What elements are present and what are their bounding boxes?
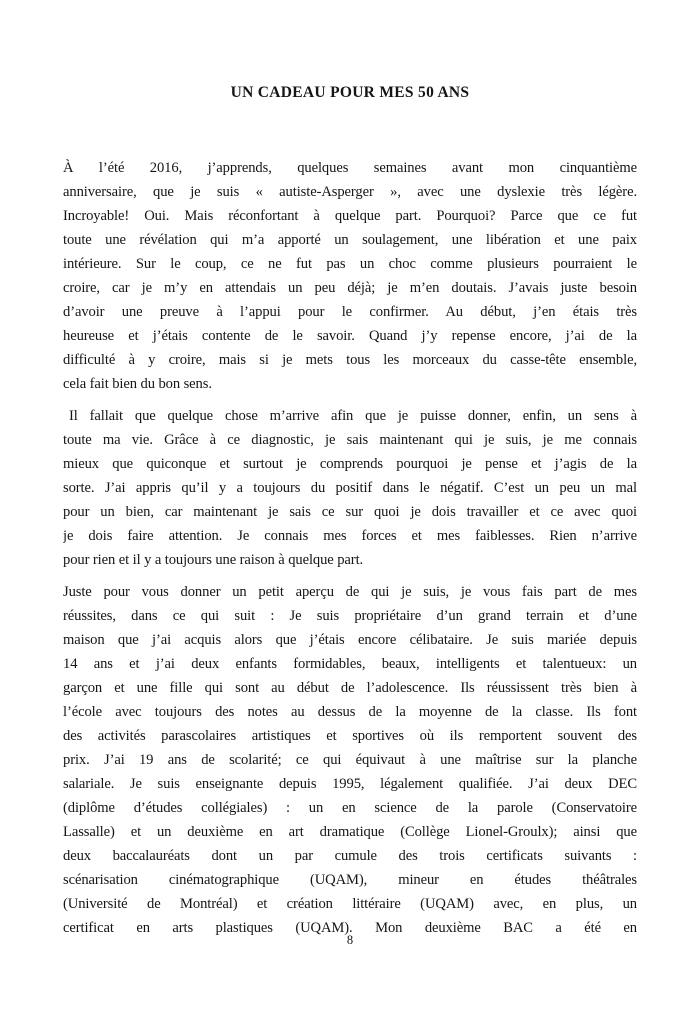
- text-line: difficulté à y croire, mais si je mets tous les morceaux du casse-tête ensemble,: [63, 352, 637, 368]
- text-line: Juste pour vous donner un petit aperçu de qui je suis, je vous fais part de mes: [63, 584, 637, 600]
- text-line: je dois faire attention. Je connais mes forces et mes faiblesses. Rien n’arrive: [63, 528, 637, 544]
- text-line: (diplôme d’études collégiales) : un en science de la parole (Conservatoire: [63, 800, 637, 816]
- paragraph: [63, 404, 637, 572]
- text-line: toute une révélation qui m’a apporté un soulagement, une libération et une paix: [63, 232, 637, 248]
- text-line: maison que j’ai acquis alors que j’étais encore célibataire. Je suis mariée depuis: [63, 632, 637, 648]
- document-body: [63, 156, 637, 948]
- text-line: deux baccalauréats dont un par cumule des trois certificats suivants :: [63, 848, 637, 864]
- text-line: des activités parascolaires artistiques et sportives où ils remportent souvent des: [63, 728, 637, 744]
- paragraph: [63, 156, 637, 396]
- text-line: Incroyable! Oui. Mais réconfortant à quelque part. Pourquoi? Parce que ce fut: [63, 208, 637, 224]
- text-line: intérieure. Sur le coup, ce ne fut pas un choc comme plusieurs pourraient le: [63, 256, 637, 272]
- text-line: d’avoir une preuve à l’appui pour le confirmer. Au début, j’en étais très: [63, 304, 637, 320]
- text-line: anniversaire, que je suis « autiste-Asperger », avec une dyslexie très légère.: [63, 184, 637, 200]
- text-line: Lassalle) et un deuxième en art dramatique (Collège Lionel-Groulx); ainsi que: [63, 824, 637, 840]
- text-line: certificat en arts plastiques (UQAM). Mon deuxième BAC a été en: [63, 920, 637, 936]
- page-title: UN CADEAU POUR MES 50 ANS: [230, 84, 470, 101]
- text-line: salariale. Je suis enseignante depuis 1995, légalement qualifiée. J’ai deux DEC: [63, 776, 637, 792]
- text-line: l’école avec toujours des notes au dessus de la moyenne de la classe. Ils font: [63, 704, 637, 720]
- text-line: cela fait bien du bon sens.: [63, 376, 212, 392]
- text-line: À l’été 2016, j’apprends, quelques semaines avant mon cinquantième: [63, 160, 637, 176]
- text-line: croire, car je m’y en attendais un peu déjà; je m’en doutais. J’avais juste besoin: [63, 280, 637, 296]
- paragraph: [63, 580, 637, 940]
- text-line: réussites, dans ce qui suit : Je suis propriétaire d’un grand terrain et d’une: [63, 608, 637, 624]
- text-line: (Université de Montréal) et création littéraire (UQAM) avec, en plus, un: [63, 896, 637, 912]
- text-line: pour rien et il y a toujours une raison à quelque part.: [63, 552, 364, 568]
- text-line: garçon et une fille qui sont au début de l’adolescence. Ils réussissent très bien à: [63, 680, 637, 696]
- text-line: mieux que quiconque et surtout je comprends pourquoi je pense et j’agis de la: [63, 456, 637, 472]
- text-line: prix. J’ai 19 ans de scolarité; ce qui équivaut à une maîtrise sur la planche: [63, 752, 637, 768]
- page-number: 8: [346, 933, 354, 947]
- text-line: scénarisation cinématographique (UQAM), mineur en études théâtrales: [63, 872, 637, 888]
- text-line: heureuse et j’étais contente de le savoir. Quand j’y repense encore, j’ai de la: [63, 328, 637, 344]
- text-line: Il fallait que quelque chose m’arrive afin que je puisse donner, enfin, un sens à: [69, 408, 637, 424]
- text-line: toute ma vie. Grâce à ce diagnostic, je sais maintenant qui je suis, je me connais: [63, 432, 637, 448]
- text-line: sorte. J’ai appris qu’il y a toujours du positif dans le négatif. C’est un peu un mal: [63, 480, 637, 496]
- text-line: pour un bien, car maintenant je sais ce sur quoi je dois travailler et ce avec quoi: [63, 504, 637, 520]
- text-line: 14 ans et j’ai deux enfants formidables, beaux, intelligents et talentueux: un: [63, 656, 637, 672]
